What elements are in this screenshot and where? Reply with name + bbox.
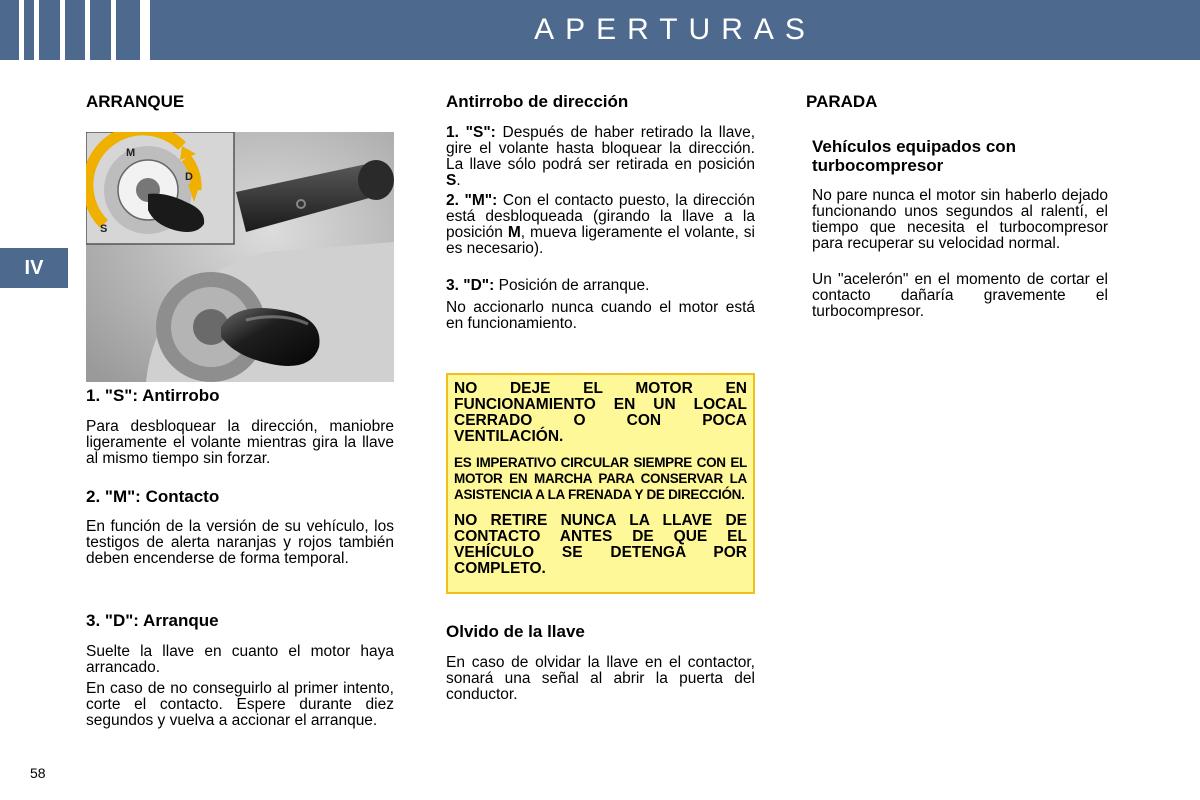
warning-key: NO RETIRE NUNCA LA LLAVE DE CONTACTO ANTES DE QUE EL VEHÍCULO SE DETENGA POR COMPLETO. xyxy=(454,512,747,577)
olvido-heading: Olvido de la llave xyxy=(446,622,585,641)
header-stripe xyxy=(34,0,39,60)
header-stripe xyxy=(111,0,116,60)
chapter-tab[interactable]: IV xyxy=(0,248,68,288)
olvido-text: En caso de olvidar la llave en el contactor, sonará una señal al abrir la puerta del conductor. xyxy=(446,654,755,703)
antirrobo-note: No accionarlo nunca cuando el motor está en funcionamiento. xyxy=(446,299,755,332)
position-label-m: M xyxy=(126,147,136,159)
s-text: Para desbloquear la dirección, maniobre ligeramente el volante mientras gira la llave al mismo tiempo sin forzar. xyxy=(86,418,394,467)
page-number: 58 xyxy=(30,765,46,781)
d-text-1: Suelte la llave en cuanto el motor haya arrancado. xyxy=(86,643,394,676)
antirrobo-m-paragraph xyxy=(446,193,755,257)
turbo-text-2: Un "acelerón" en el momento de cortar el contacto dañaría gravemente el turbocompresor. xyxy=(812,271,1108,320)
antirrobo-d-label: 3. "D": xyxy=(446,277,495,294)
antirrobo-heading: Antirrobo de dirección xyxy=(446,92,629,111)
antirrobo-s-label: 1. "S": xyxy=(446,124,496,141)
antirrobo-m-bold: M xyxy=(507,224,521,241)
warning-circulate: ES IMPERATIVO CIRCULAR SIEMPRE CON EL MOTOR EN MARCHA PARA CONSERVAR LA ASISTENCIA A LA FRENADA Y DE DIRECCIÓN. xyxy=(454,455,747,502)
antirrobo-m-text: Con el contacto puesto, la dirección está desbloqueada (girando la llave a la posición xyxy=(446,192,755,241)
header-stripe xyxy=(140,0,150,60)
m-text: En función de la versión de su vehículo, los testigos de alerta naranjas y rojos también deben encenderse de forma temporal. xyxy=(86,518,394,567)
header-stripe xyxy=(60,0,65,60)
m-heading: 2. "M": Contacto xyxy=(86,487,220,506)
header-bar xyxy=(0,0,1200,60)
antirrobo-m-label: 2. "M": xyxy=(446,192,498,209)
antirrobo-d-paragraph xyxy=(446,278,755,294)
antirrobo-s-text: Después de haber retirado la llave, gire el volante hasta bloquear la dirección. La llave sólo podrá ser retirada en posición xyxy=(446,124,755,173)
page-title: APERTURAS xyxy=(534,13,816,46)
arranque-heading: ARRANQUE xyxy=(86,92,185,111)
s-heading: 1. "S": Antirrobo xyxy=(86,386,220,405)
header-stripe xyxy=(85,0,90,60)
d-text-2: En caso de no conseguirlo al primer intento, corte el contacto. Espere durante diez segundos y vuelva a accionar el arranque. xyxy=(86,680,394,729)
antirrobo-d-text: Posición de arranque. xyxy=(494,277,650,294)
parada-heading: PARADA xyxy=(806,92,878,111)
turbo-heading: Vehículos equipados con turbocompresor xyxy=(812,137,1017,175)
header-stripe xyxy=(19,0,24,60)
antirrobo-s-paragraph xyxy=(446,125,755,189)
warning-box xyxy=(446,373,755,594)
antirrobo-s-end: . xyxy=(456,172,461,189)
d-heading: 3. "D": Arranque xyxy=(86,611,219,630)
warning-ventilation: NO DEJE EL MOTOR EN FUNCIONAMIENTO EN UN LOCAL CERRADO O CON POCA VENTILACIÓN. xyxy=(454,380,747,445)
antirrobo-s-bold-end: S xyxy=(446,172,457,189)
antirrobo-m-end: , mueva ligeramente el volante, si es necesario). xyxy=(446,224,755,257)
turbo-text-1: No pare nunca el motor sin haberlo dejado funcionando unos segundos al ralentí, el tiempo que necesita el turbocompresor para recuperar su velocidad normal. xyxy=(812,187,1108,252)
ignition-photo xyxy=(86,132,394,382)
position-label-s: S xyxy=(100,223,108,235)
ignition-illustration xyxy=(86,132,394,382)
position-label-d: D xyxy=(185,171,193,183)
